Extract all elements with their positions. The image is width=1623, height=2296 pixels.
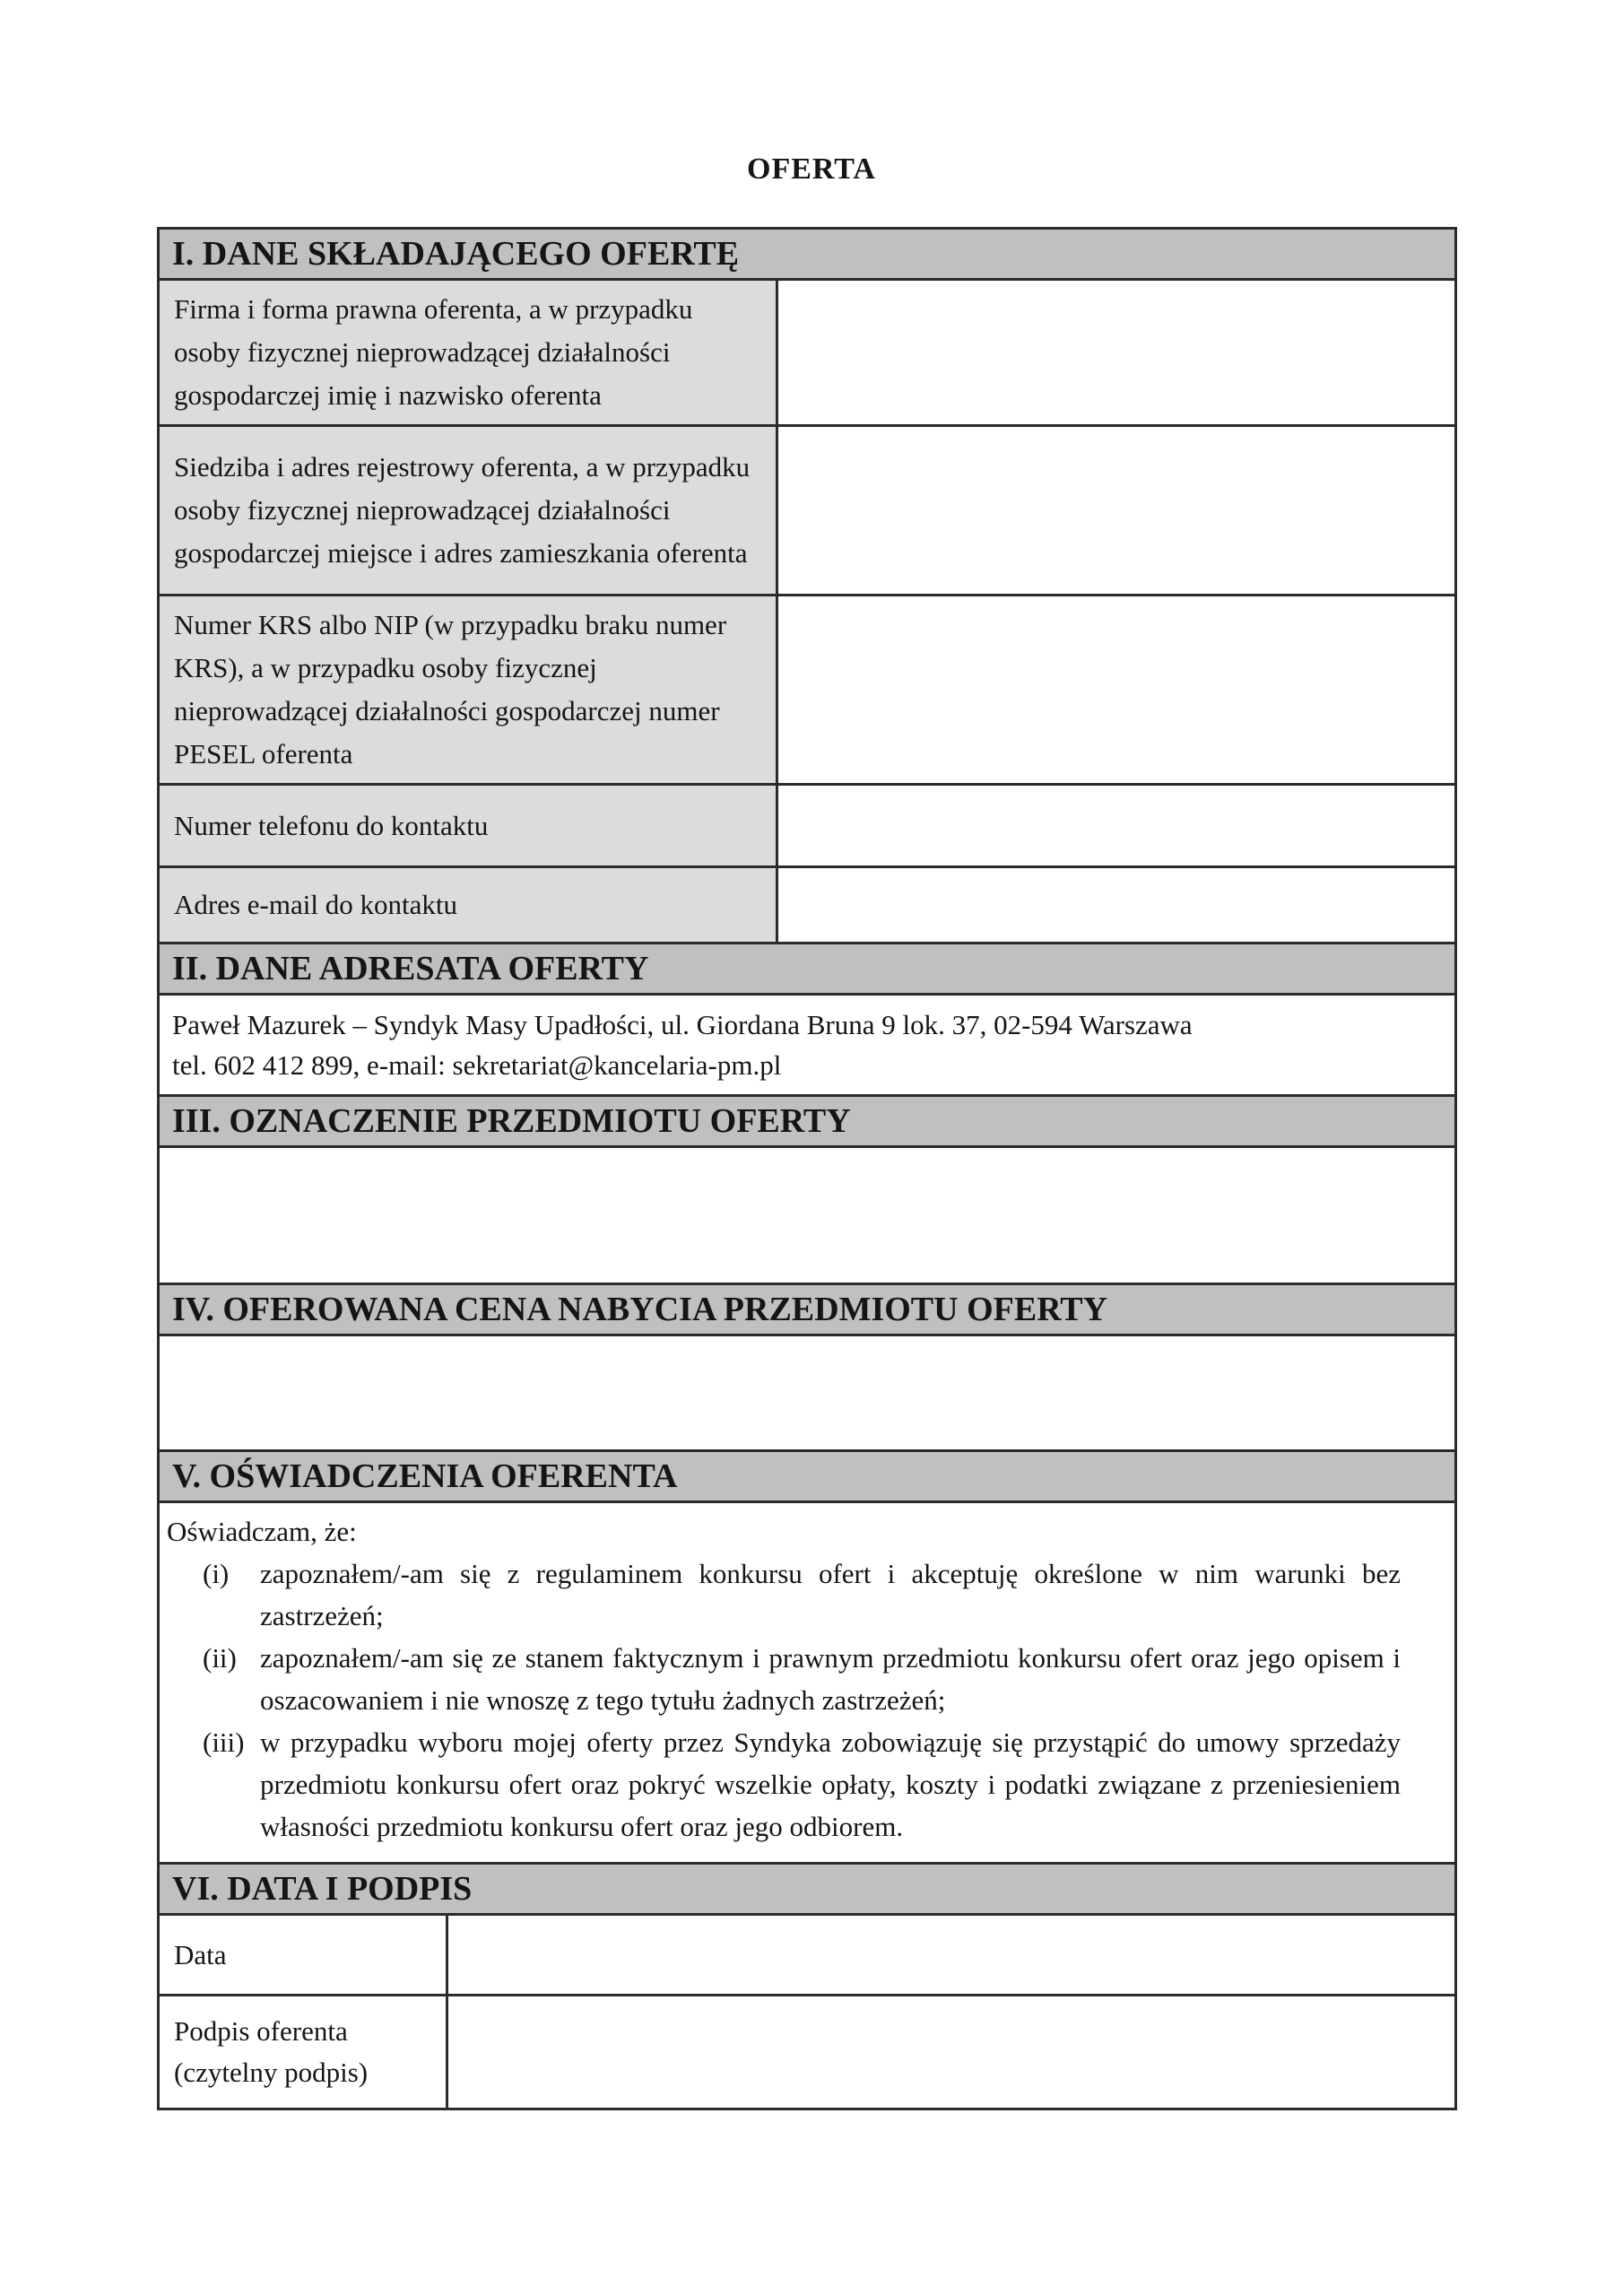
- field-label-telefon: [160, 786, 778, 865]
- addressee-line-1: Paweł Mazurek – Syndyk Masy Upadłości, ul. Giordana Bruna 9 lok. 37, 02-594 Warszawa: [172, 1009, 1193, 1040]
- table-row: [160, 1145, 1454, 1283]
- field-value-siedziba[interactable]: [778, 427, 1454, 594]
- field-label-text: Podpis oferenta (czytelny podpis): [174, 2015, 369, 2088]
- section-5-header: V. OŚWIADCZENIA OFERENTA: [160, 1452, 1454, 1500]
- field-label-text: Firma i forma prawna oferenta, a w przypadku osoby fizycznej nieprowadzącej działalności gospodarczej imię i nazwisko oferenta: [174, 293, 693, 411]
- section-2-header: II. DANE ADRESATA OFERTY: [160, 944, 1454, 993]
- field-label-siedziba: [160, 427, 778, 594]
- declaration-number: (iii): [203, 1726, 245, 1758]
- section-4-header: IV. OFEROWANA CENA NABYCIA PRZEDMIOTU OFERTY: [160, 1285, 1454, 1334]
- field-label-text: Siedziba i adres rejestrowy oferenta, a w przypadku osoby fizycznej nieprowadzącej działalności gospodarczej miejsce i adres zamieszkania oferenta: [174, 451, 751, 569]
- declaration-item-2: [203, 1637, 1401, 1721]
- field-label-data: [160, 1916, 448, 1994]
- table-row: [160, 1500, 1454, 1862]
- table-row: [160, 1994, 1454, 2108]
- declaration-number: (i): [203, 1558, 230, 1589]
- field-label-text: Data: [174, 1938, 227, 1970]
- field-value-firma[interactable]: [778, 281, 1454, 424]
- addressee-details: [160, 996, 1454, 1094]
- field-value-telefon[interactable]: [778, 786, 1454, 865]
- declaration-number: (ii): [203, 1642, 237, 1674]
- field-value-email[interactable]: [778, 868, 1454, 942]
- field-value-data[interactable]: [448, 1916, 1454, 1994]
- page-title: OFERTA: [747, 152, 876, 186]
- addressee-line-2: tel. 602 412 899, e-mail: sekretariat@kancelaria-pm.pl: [172, 1049, 782, 1081]
- table-row: [160, 783, 1454, 865]
- table-row: [160, 1334, 1454, 1449]
- table-row: [160, 594, 1454, 783]
- field-value-cena-nabycia[interactable]: [160, 1336, 1454, 1449]
- table-row: [160, 1913, 1454, 1994]
- field-value-krs-nip-pesel[interactable]: [778, 596, 1454, 783]
- table-row: [160, 865, 1454, 942]
- declarations-content: [160, 1503, 1454, 1862]
- field-value-przedmiot-oferty[interactable]: [160, 1148, 1454, 1283]
- declaration-text: zapoznałem/-am się z regulaminem konkursu ofert i akceptuję określone w nim warunki bez zastrzeżeń;: [260, 1558, 1401, 1631]
- field-value-podpis[interactable]: [448, 1996, 1454, 2108]
- table-row: [160, 278, 1454, 424]
- field-label-email: [160, 868, 778, 942]
- declaration-text: w przypadku wyboru mojej oferty przez Syndyka zobowiązuję się przystąpić do umowy sprzedaży przedmiotu konkursu ofert oraz pokryć wszelkie opłaty, koszty i podatki związane z przeniesieniem własności przedmiotu konkursu ofert oraz jego odbiorem.: [260, 1726, 1401, 1842]
- section-3-header: III. OZNACZENIE PRZEDMIOTU OFERTY: [160, 1097, 1454, 1145]
- section-6-header: VI. DATA I PODPIS: [160, 1865, 1454, 1913]
- table-row: [160, 993, 1454, 1094]
- table-row: [160, 424, 1454, 594]
- field-label-text: Adres e-mail do kontaktu: [174, 889, 457, 920]
- declaration-item-3: [203, 1721, 1401, 1848]
- section-1-header: I. DANE SKŁADAJĄCEGO OFERTĘ: [160, 230, 1454, 278]
- field-label-podpis: [160, 1996, 448, 2108]
- declarations-intro: Oświadczam, że:: [167, 1516, 357, 1547]
- declaration-item-1: [203, 1552, 1401, 1637]
- declaration-text: zapoznałem/-am się ze stanem faktycznym i prawnym przedmiotu konkursu ofert oraz jego opisem i oszacowaniem i nie wnoszę z tego tytułu żadnych zastrzeżeń;: [260, 1642, 1401, 1716]
- offer-form-table: [157, 227, 1457, 2110]
- field-label-text: Numer KRS albo NIP (w przypadku braku numer KRS), a w przypadku osoby fizycznej nieprowadzącej działalności gospodarczej numer PESEL oferenta: [174, 609, 727, 770]
- field-label-krs-nip-pesel: [160, 596, 778, 783]
- field-label-firma: [160, 281, 778, 424]
- field-label-text: Numer telefonu do kontaktu: [174, 809, 489, 841]
